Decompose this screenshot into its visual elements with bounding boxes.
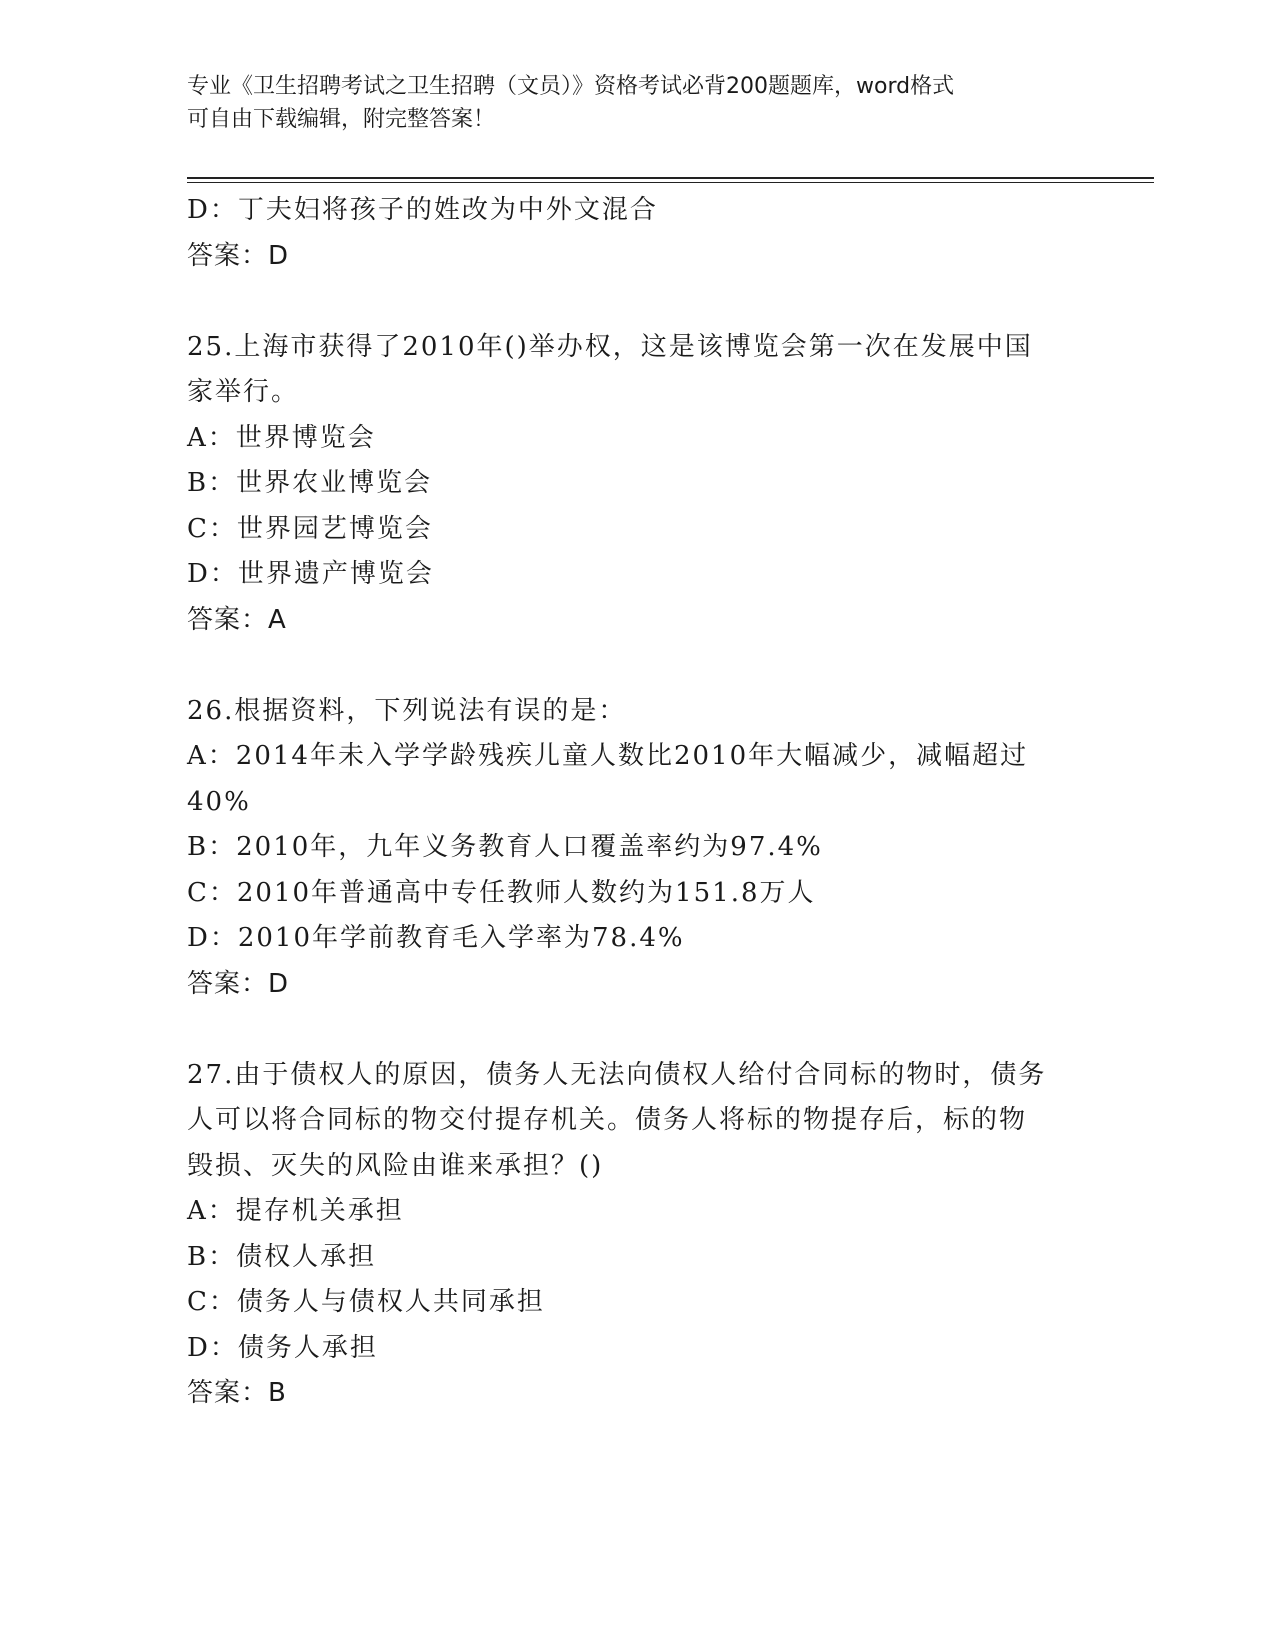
question-stem: 27.由于债权人的原因，债务人无法向债权人给付合同标的物时，债务 <box>187 1059 1047 1090</box>
option-a: A：2014年未入学学龄残疾儿童人数比2010年大幅减少，减幅超过 <box>187 741 1029 771</box>
option-a: A：提存机关承担 <box>187 1196 404 1226</box>
header-divider <box>187 177 1154 183</box>
header-line-2: 可自由下载编辑，附完整答案！ <box>187 107 496 132</box>
question-stem: 26.根据资料，下列说法有误的是： <box>187 695 627 726</box>
option-b: B：世界农业博览会 <box>187 468 433 498</box>
question-stem: 人可以将合同标的物交付提存机关。债务人将标的物提存后，标的物 <box>187 1105 1028 1135</box>
answer-line: 答案：A <box>187 604 287 635</box>
option-c: C：2010年普通高中专任教师人数约为151.8万人 <box>187 877 816 908</box>
answer-line: 答案：D <box>187 240 290 271</box>
option-b: B：债权人承担 <box>187 1241 377 1272</box>
page-header <box>187 70 1067 136</box>
option-d: D：丁夫妇将孩子的姓改为中外文混合 <box>187 195 658 225</box>
question-stem: 毁损、灭失的风险由谁来承担？() <box>187 1150 604 1181</box>
option-c: C：债务人与债权人共同承担 <box>187 1287 545 1317</box>
header-line-1: 专业《卫生招聘考试之卫生招聘（文员）》资格考试必背200题题库，word格式 <box>187 74 955 99</box>
question-fragment <box>187 188 1087 279</box>
option-d: D：债务人承担 <box>187 1332 378 1363</box>
option-a-continued: 40% <box>187 786 251 817</box>
question-stem: 家举行。 <box>187 377 300 407</box>
question-stem: 25.上海市获得了2010年()举办权，这是该博览会第一次在发展中国 <box>187 331 1033 362</box>
option-a: A：世界博览会 <box>187 422 376 453</box>
question-27 <box>187 1053 1087 1417</box>
answer-line: 答案：B <box>187 1378 287 1408</box>
option-d: D：世界遗产博览会 <box>187 559 434 589</box>
question-26 <box>187 689 1087 1008</box>
question-25 <box>187 325 1087 644</box>
question-content <box>187 188 1087 1417</box>
option-b: B：2010年，九年义务教育人口覆盖率约为97.4% <box>187 832 823 862</box>
answer-line: 答案：D <box>187 968 290 999</box>
option-d: D：2010年学前教育毛入学率为78.4% <box>187 923 685 953</box>
option-c: C：世界园艺博览会 <box>187 513 433 544</box>
